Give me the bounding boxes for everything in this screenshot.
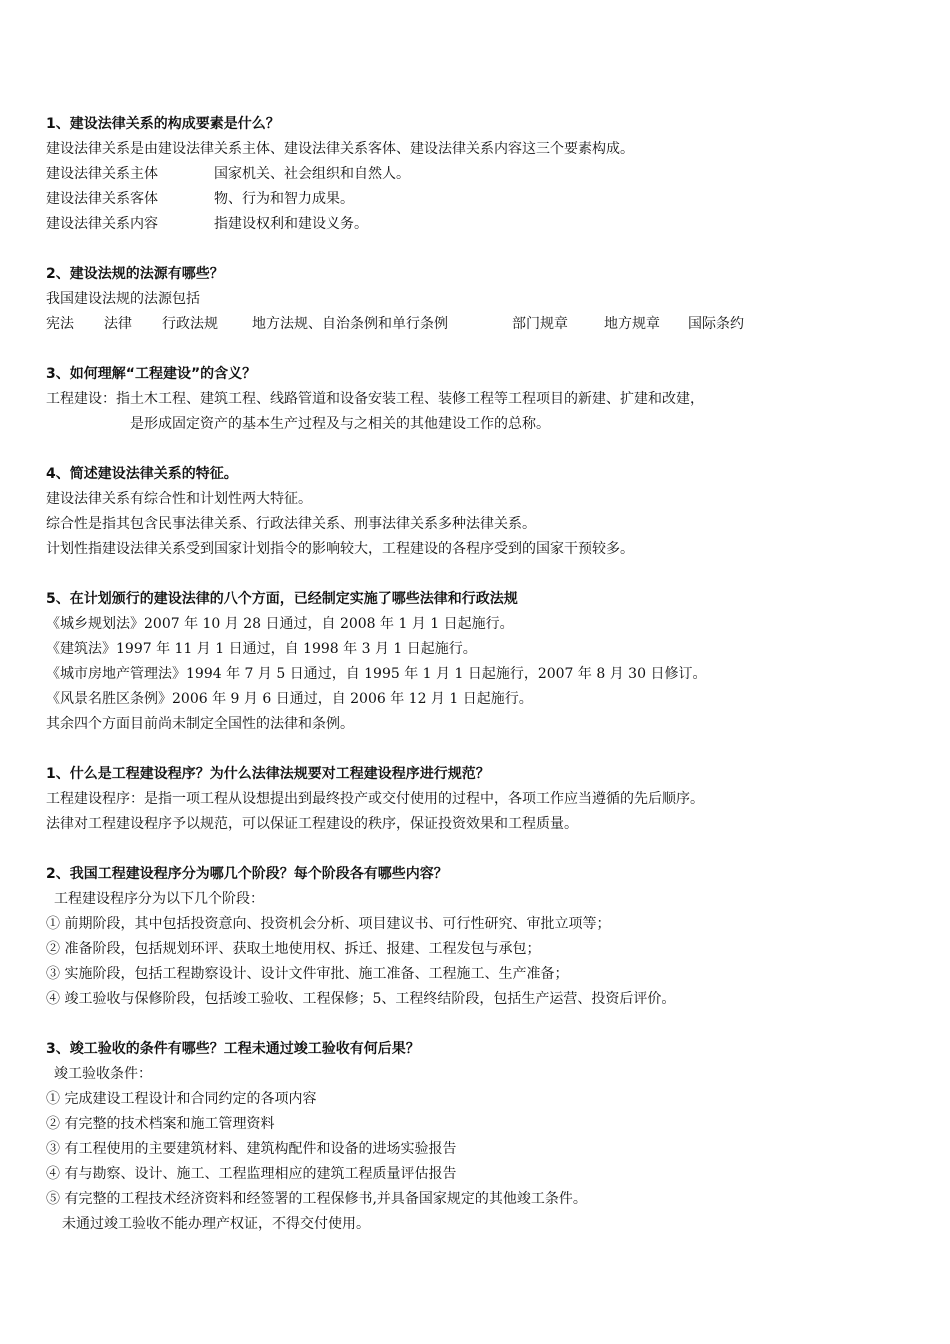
answer-line: 未通过竣工验收不能办理产权证，不得交付使用。 (62, 1216, 370, 1232)
term-description: 国家机关、社会组织和自然人。 (214, 166, 410, 182)
law-source-item: 宪法 (46, 316, 74, 332)
list-item: ② 准备阶段，包括规划环评、获取土地使用权、拆迁、报建、工程发包与承包； (46, 941, 541, 957)
section-6 (46, 762, 926, 837)
answer-line: 《城乡规划法》2007 年 10 月 28 日通过，自 2008 年 1 月 1 日起施行。 (46, 616, 514, 632)
section-5 (46, 587, 926, 737)
law-source-item: 部门规章 (512, 316, 568, 332)
section-8 (46, 1037, 926, 1237)
law-source-list (46, 312, 926, 337)
question-heading: 3、如何理解“工程建设”的含义？ (46, 366, 257, 382)
term-description: 指建设权利和建设义务。 (214, 216, 368, 232)
section-2 (46, 262, 926, 337)
answer-line: 是形成固定资产的基本生产过程及与之相关的其他建设工作的总称。 (130, 416, 550, 432)
section-4 (46, 462, 926, 562)
answer-line: 综合性是指其包含民事法律关系、行政法律关系、刑事法律关系多种法律关系。 (46, 516, 536, 532)
list-item: ④ 竣工验收与保修阶段，包括竣工验收、工程保修；5、工程终结阶段，包括生产运营、投资后评价。 (46, 991, 676, 1007)
list-item: ④ 有与勘察、设计、施工、工程监理相应的建筑工程质量评估报告 (46, 1166, 457, 1182)
question-heading: 2、建设法规的法源有哪些？ (46, 266, 224, 282)
question-heading: 5、在计划颁行的建设法律的八个方面，已经制定实施了哪些法律和行政法规 (46, 591, 518, 607)
answer-line: 工程建设程序分为以下几个阶段： (54, 891, 264, 907)
answer-line: 竣工验收条件： (54, 1066, 152, 1082)
answer-line: 《城市房地产管理法》1994 年 7 月 5 日通过，自 1995 年 1 月 1 日起施行，2007 年 8 月 30 日修订。 (46, 666, 707, 682)
term-row (46, 187, 926, 212)
answer-line: 法律对工程建设程序予以规范，可以保证工程建设的秩序，保证投资效果和工程质量。 (46, 816, 578, 832)
list-item: ① 完成建设工程设计和合同约定的各项内容 (46, 1091, 317, 1107)
law-source-item: 地方规章 (604, 316, 660, 332)
term-row (46, 212, 926, 237)
list-item: ① 前期阶段，其中包括投资意向、投资机会分析、项目建议书、可行性研究、审批立项等； (46, 916, 611, 932)
law-source-item: 行政法规 (162, 316, 218, 332)
answer-line: 建设法律关系有综合性和计划性两大特征。 (46, 491, 312, 507)
term-label: 建设法律关系客体 (46, 191, 158, 207)
law-source-item: 法律 (104, 316, 132, 332)
answer-line: 《建筑法》1997 年 11 月 1 日通过，自 1998 年 3 月 1 日起施行。 (46, 641, 477, 657)
list-item: ③ 有工程使用的主要建筑材料、建筑构配件和设备的进场实验报告 (46, 1141, 457, 1157)
section-3 (46, 362, 926, 437)
answer-line: 工程建设：指土木工程、建筑工程、线路管道和设备安装工程、装修工程等工程项目的新建、扩建和改建， (46, 391, 704, 407)
law-source-item: 国际条约 (688, 316, 744, 332)
question-heading: 1、建设法律关系的构成要素是什么？ (46, 116, 280, 132)
term-label: 建设法律关系主体 (46, 166, 158, 182)
question-heading: 2、我国工程建设程序分为哪几个阶段？每个阶段各有哪些内容？ (46, 866, 448, 882)
answer-line: 其余四个方面目前尚未制定全国性的法律和条例。 (46, 716, 354, 732)
term-row (46, 162, 926, 187)
term-description: 物、行为和智力成果。 (214, 191, 354, 207)
answer-line: 我国建设法规的法源包括 (46, 291, 200, 307)
question-heading: 4、简述建设法律关系的特征。 (46, 466, 238, 482)
answer-line: 计划性指建设法律关系受到国家计划指令的影响较大，工程建设的各程序受到的国家干预较多。 (46, 541, 634, 557)
question-heading: 1、什么是工程建设程序？为什么法律法规要对工程建设程序进行规范？ (46, 766, 490, 782)
answer-line: 建设法律关系是由建设法律关系主体、建设法律关系客体、建设法律关系内容这三个要素构成。 (46, 141, 634, 157)
section-7 (46, 862, 926, 1012)
question-heading: 3、竣工验收的条件有哪些？工程未通过竣工验收有何后果？ (46, 1041, 420, 1057)
list-item: ③ 实施阶段，包括工程勘察设计、设计文件审批、施工准备、工程施工、生产准备； (46, 966, 569, 982)
answer-line: 《风景名胜区条例》2006 年 9 月 6 日通过，自 2006 年 12 月 1 日起施行。 (46, 691, 533, 707)
document-page (46, 112, 926, 1237)
law-source-item: 地方法规、自治条例和单行条例 (252, 316, 448, 332)
list-item: ② 有完整的技术档案和施工管理资料 (46, 1116, 275, 1132)
section-1 (46, 112, 926, 237)
answer-line: 工程建设程序：是指一项工程从设想提出到最终投产或交付使用的过程中，各项工作应当遵循的先后顺序。 (46, 791, 704, 807)
term-label: 建设法律关系内容 (46, 216, 158, 232)
list-item: ⑤ 有完整的工程技术经济资料和经签署的工程保修书,并具备国家规定的其他竣工条件。 (46, 1191, 587, 1207)
